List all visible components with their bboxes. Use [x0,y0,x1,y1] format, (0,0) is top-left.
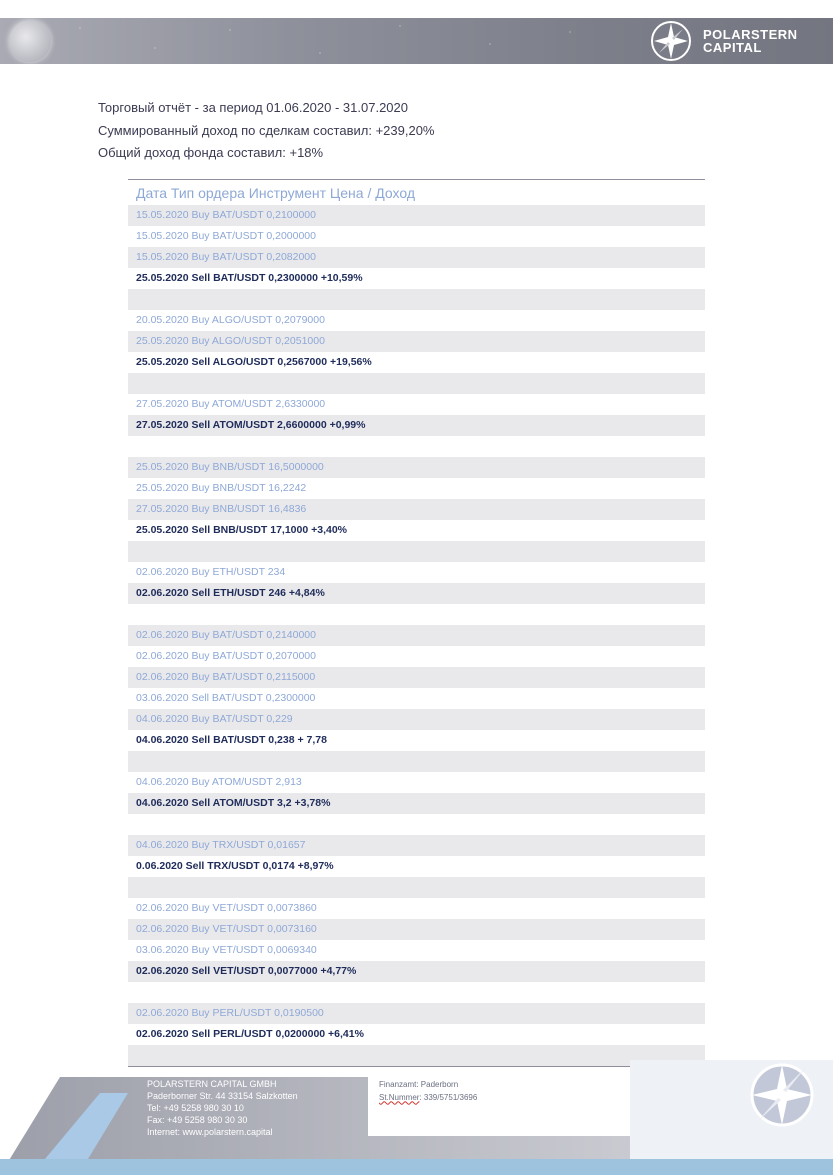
buy-row: 02.06.2020 Buy ETH/USDT 234 [136,566,286,578]
trades-table [128,179,705,1067]
table-spacer-row [128,436,705,457]
sell-row: 25.05.2020 Sell BNB/USDT 17,1000 +3,40% [136,524,348,536]
moon-image [9,20,51,62]
buy-row: 02.06.2020 Buy BAT/USDT 0,2115000 [128,667,705,688]
table-spacer-row [128,877,705,898]
compass-star-icon [748,1059,816,1127]
company-name: POLARSTERN CAPITAL GMBH [147,1079,277,1089]
buy-row: 15.05.2020 Buy BAT/USDT 0,2000000 [136,230,316,242]
table-spacer-row [128,541,705,562]
buy-row: 03.06.2020 Buy VET/USDT 0,0069340 [136,944,317,956]
sell-row: 04.06.2020 Sell ATOM/USDT 3,2 +3,78% [128,793,705,814]
fund-income: Общий доход фонда составил: +18% [98,145,324,160]
buy-row: 02.06.2020 Buy VET/USDT 0,0073860 [136,902,317,914]
buy-row: 02.06.2020 Buy BAT/USDT 0,2070000 [136,650,316,662]
table-body [128,205,705,1066]
tax-number [379,1092,477,1105]
report-period: Торговый отчёт - за период 01.06.2020 - 31.07.2020 [98,100,408,115]
table-spacer-row [128,289,705,310]
table-header: Дата Тип ордера Инструмент Цена / Доход [136,185,415,201]
report-summary [98,98,434,166]
tax-info [379,1079,477,1104]
buy-row: 15.05.2020 Buy BAT/USDT 0,2082000 [128,247,705,268]
sell-row: 27.05.2020 Sell ATOM/USDT 2,6600000 +0,99% [128,415,705,436]
buy-row: 02.06.2020 Buy PERL/USDT 0,0190500 [128,1003,705,1024]
sell-row: 25.05.2020 Sell BAT/USDT 0,2300000 +10,59% [136,272,363,284]
tax-number-label: St.Nummer [379,1092,420,1102]
table-spacer-row [128,751,705,772]
buy-row: 25.05.2020 Buy BNB/USDT 16,2242 [136,482,307,494]
buy-row: 27.05.2020 Buy BNB/USDT 16,4836 [128,499,705,520]
sell-row: 25.05.2020 Sell ALGO/USDT 0,2567000 +19,56% [136,356,372,368]
company-tel: Tel: +49 5258 980 30 10 [147,1103,244,1113]
company-address [147,1078,298,1138]
brand-line-2: CAPITAL [703,40,762,55]
buy-row: 20.05.2020 Buy ALGO/USDT 0,2079000 [136,314,325,326]
table-spacer-row [128,814,705,835]
buy-row: 25.05.2020 Buy ALGO/USDT 0,2051000 [128,331,705,352]
buy-row: 27.05.2020 Buy ATOM/USDT 2,6330000 [136,398,326,410]
compass-star-icon [650,20,692,62]
deals-income: Суммированный доход по сделкам составил: +239,20% [98,122,435,138]
company-street: Paderborner Str. 44 33154 Salzkotten [147,1091,298,1101]
table-spacer-row [128,373,705,394]
brand-name [703,28,798,54]
table-spacer-row [128,982,705,1003]
company-fax: Fax: +49 5258 980 30 30 [147,1115,248,1125]
brand-line-1: POLARSTERN [703,27,798,42]
header-banner [0,18,833,64]
buy-row: 03.06.2020 Sell BAT/USDT 0,2300000 [136,692,316,704]
sell-row: 02.06.2020 Sell VET/USDT 0,0077000 +4,77% [128,961,705,982]
buy-row: 25.05.2020 Buy BNB/USDT 16,5000000 [128,457,705,478]
sell-row: 02.06.2020 Sell PERL/USDT 0,0200000 +6,41% [136,1028,364,1040]
sell-row: 02.06.2020 Sell ETH/USDT 246 +4,84% [128,583,705,604]
tax-number-value: : 339/5751/3696 [419,1092,478,1102]
buy-row: 02.06.2020 Buy VET/USDT 0,0073160 [128,919,705,940]
sell-row: 04.06.2020 Sell BAT/USDT 0,238 + 7,78 [136,734,327,746]
buy-row: 04.06.2020 Buy BAT/USDT 0,229 [128,709,705,730]
tax-office: Finanzamt: Paderborn [379,1080,459,1089]
sell-row: 0.06.2020 Sell TRX/USDT 0,0174 +8,97% [136,860,334,872]
buy-row: 04.06.2020 Buy ATOM/USDT 2,913 [136,776,302,788]
buy-row: 15.05.2020 Buy BAT/USDT 0,2100000 [128,205,705,226]
table-spacer-row [128,604,705,625]
buy-row: 02.06.2020 Buy BAT/USDT 0,2140000 [128,625,705,646]
starfield-decoration [60,18,620,64]
company-internet: Internet: www.polarstern.capital [147,1127,273,1137]
buy-row: 04.06.2020 Buy TRX/USDT 0,01657 [128,835,705,856]
